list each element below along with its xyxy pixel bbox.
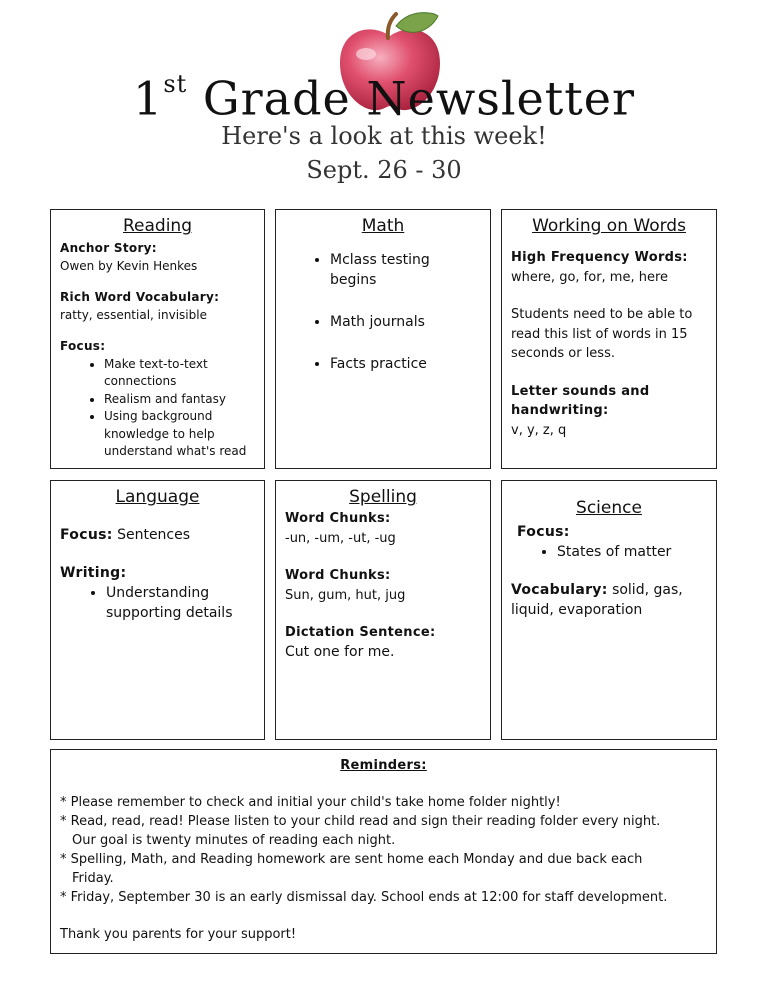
chunks2-label: Word Chunks: bbox=[285, 568, 391, 583]
list-item: • Understanding supporting details bbox=[106, 583, 255, 623]
reading-box bbox=[50, 209, 265, 469]
subtitle-dates: Sept. 26 - 30 bbox=[306, 156, 462, 184]
list-item: • Make text-to-text connections bbox=[104, 356, 255, 391]
math-heading: Math bbox=[361, 216, 405, 236]
math-box bbox=[275, 209, 491, 469]
newsletter-title: 1st Grade Newsletter bbox=[133, 70, 635, 126]
writing-label: Writing: bbox=[60, 565, 127, 581]
chunks1-value: -un, -um, -ut, -ug bbox=[285, 530, 396, 546]
reminders-closing: Thank you parents for your support! bbox=[60, 927, 297, 942]
chunks2-value: Sun, gum, hut, jug bbox=[285, 587, 406, 603]
list-item: • Math journals bbox=[330, 312, 470, 332]
science-focus-label: Focus: bbox=[517, 524, 570, 540]
subtitle-week: Here's a look at this week! bbox=[221, 122, 547, 150]
reminder-item: * Friday, September 30 is an early dismissal day. School ends at 12:00 for staff development. bbox=[60, 890, 668, 905]
letters-label: Letter sounds and handwriting: bbox=[511, 383, 650, 418]
spelling-heading: Spelling bbox=[349, 487, 417, 507]
science-heading: Science bbox=[576, 498, 642, 518]
dictation-value: Cut one for me. bbox=[285, 643, 395, 660]
science-vocab: Vocabulary: solid, gas, liquid, evaporation bbox=[511, 582, 683, 618]
vocab-value: ratty, essential, invisible bbox=[60, 307, 207, 322]
spelling-box bbox=[275, 480, 491, 740]
hf-label: High Frequency Words: bbox=[511, 250, 688, 265]
chunks1-label: Word Chunks: bbox=[285, 511, 391, 526]
dictation-label: Dictation Sentence: bbox=[285, 625, 436, 640]
list-item: • States of matter bbox=[557, 542, 707, 562]
reading-heading: Reading bbox=[122, 216, 192, 236]
reminder-item: * Spelling, Math, and Reading homework are sent home each Monday and due back each Friday. bbox=[60, 852, 643, 886]
hf-value: where, go, for, me, here bbox=[511, 269, 669, 285]
list-item: • Using background knowledge to help understand what's read bbox=[104, 408, 255, 461]
anchor-story-label: Anchor Story: bbox=[60, 241, 157, 255]
focus-label: Focus: bbox=[60, 339, 106, 353]
language-box bbox=[50, 480, 265, 740]
list-item: • Mclass testing begins bbox=[330, 250, 470, 290]
letters-value: v, y, z, q bbox=[511, 422, 567, 438]
list-item: • Realism and fantasy bbox=[104, 391, 255, 409]
reminders-heading: Reminders: bbox=[340, 758, 427, 773]
words-heading: Working on Words bbox=[532, 216, 686, 236]
list-item: • Facts practice bbox=[330, 354, 470, 374]
words-note: Students need to be able to read this list of words in 15 seconds or less. bbox=[511, 307, 693, 361]
reminders-box bbox=[50, 749, 717, 954]
science-box bbox=[501, 480, 717, 740]
vocab-label: Rich Word Vocabulary: bbox=[60, 290, 220, 304]
reminder-item: * Please remember to check and initial your child's take home folder nightly! bbox=[60, 795, 561, 810]
words-box bbox=[501, 209, 717, 469]
anchor-story-value: Owen by Kevin Henkes bbox=[60, 258, 198, 273]
language-heading: Language bbox=[115, 487, 200, 507]
language-focus: Focus: Sentences bbox=[60, 527, 191, 543]
reminder-item: * Read, read, read! Please listen to your child read and sign their reading folder every night. Our goal is twenty minutes of reading each night. bbox=[60, 814, 661, 848]
